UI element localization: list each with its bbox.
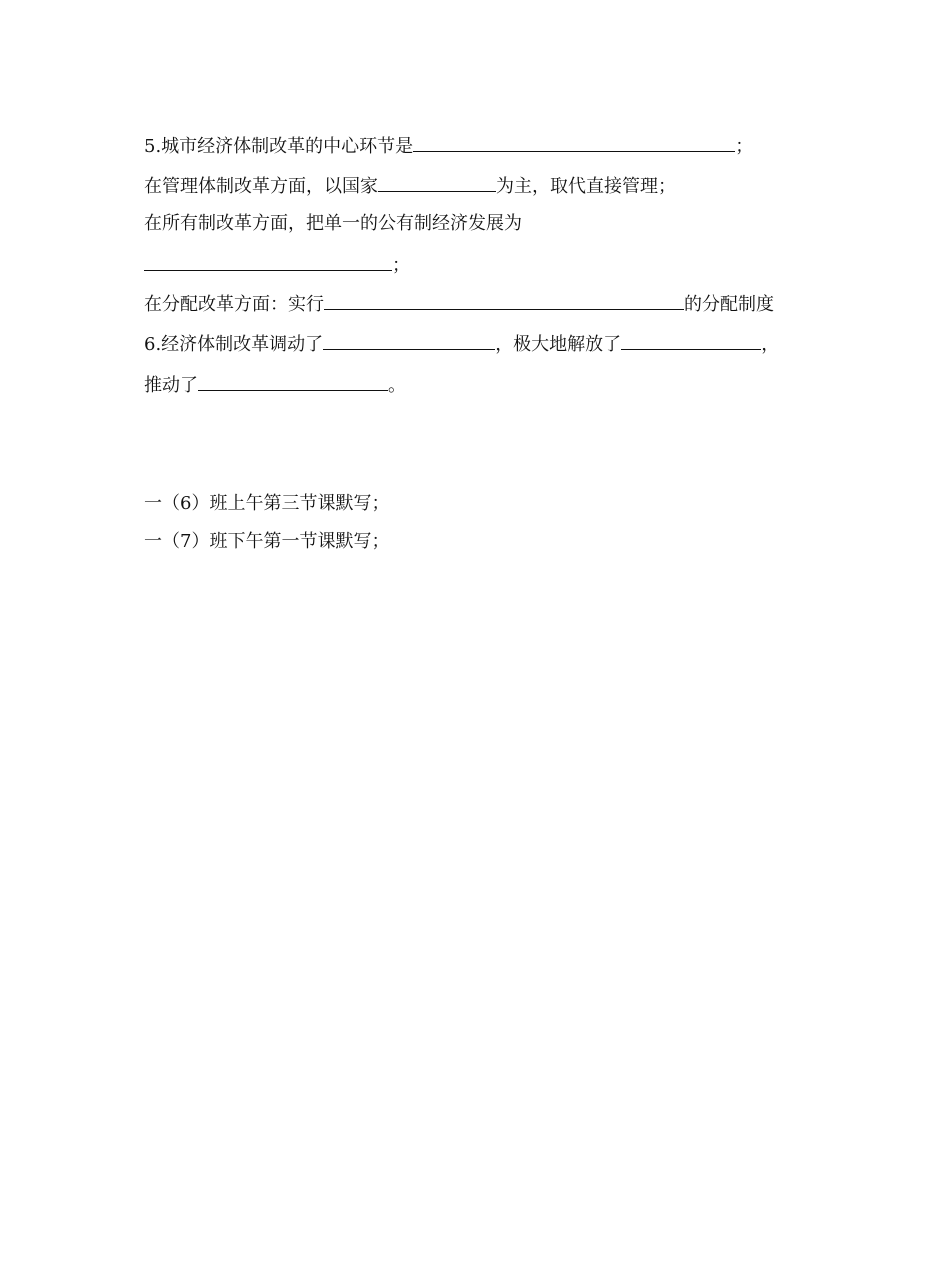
q6-line-2-end: 。 [388, 375, 406, 396]
q5-blank-3[interactable] [144, 252, 392, 271]
q5-blank-1[interactable] [413, 133, 735, 152]
q5-line-5 [144, 291, 774, 317]
q5-line-3-text: 在所有制改革方面，把单一的公有制经济发展为 [144, 213, 522, 234]
q5-line-3 [144, 212, 522, 236]
q5-line-4 [144, 252, 410, 278]
q6-line-2-text: 推动了 [144, 375, 198, 396]
q5-line-2-end: 为主，取代直接管理； [496, 176, 676, 197]
class-note-2-text: 一（7）班下午第一节课默写； [144, 531, 390, 552]
q5-line-2 [144, 173, 676, 199]
q6-blank-2[interactable] [621, 331, 761, 350]
q5-blank-4[interactable] [324, 291, 684, 310]
q5-line-1-end: ； [735, 136, 754, 157]
class-note-2 [144, 530, 389, 554]
class-note-1 [144, 492, 389, 516]
q6-line-2 [144, 372, 406, 398]
class-note-1-text: 一（6）班上午第三节课默写； [144, 493, 390, 514]
q5-line-5-end: 的分配制度 [684, 294, 774, 315]
q5-blank-2[interactable] [378, 173, 496, 192]
q6-line-1 [144, 331, 779, 357]
q6-line-1-text: 6.经济体制改革调动了 [144, 334, 324, 355]
q5-line-1 [144, 133, 753, 159]
q6-blank-3[interactable] [198, 372, 388, 391]
q6-line-1-middle: ，极大地解放了 [495, 334, 622, 355]
q5-line-2-text: 在管理体制改革方面，以国家 [144, 176, 378, 197]
q5-line-4-end: ； [392, 255, 410, 276]
q6-blank-1[interactable] [323, 331, 495, 350]
q5-line-1-text: 5.城市经济体制改革的中心环节是 [144, 136, 414, 157]
q6-line-1-end: ， [761, 334, 780, 355]
q5-line-5-text: 在分配改革方面：实行 [144, 294, 324, 315]
